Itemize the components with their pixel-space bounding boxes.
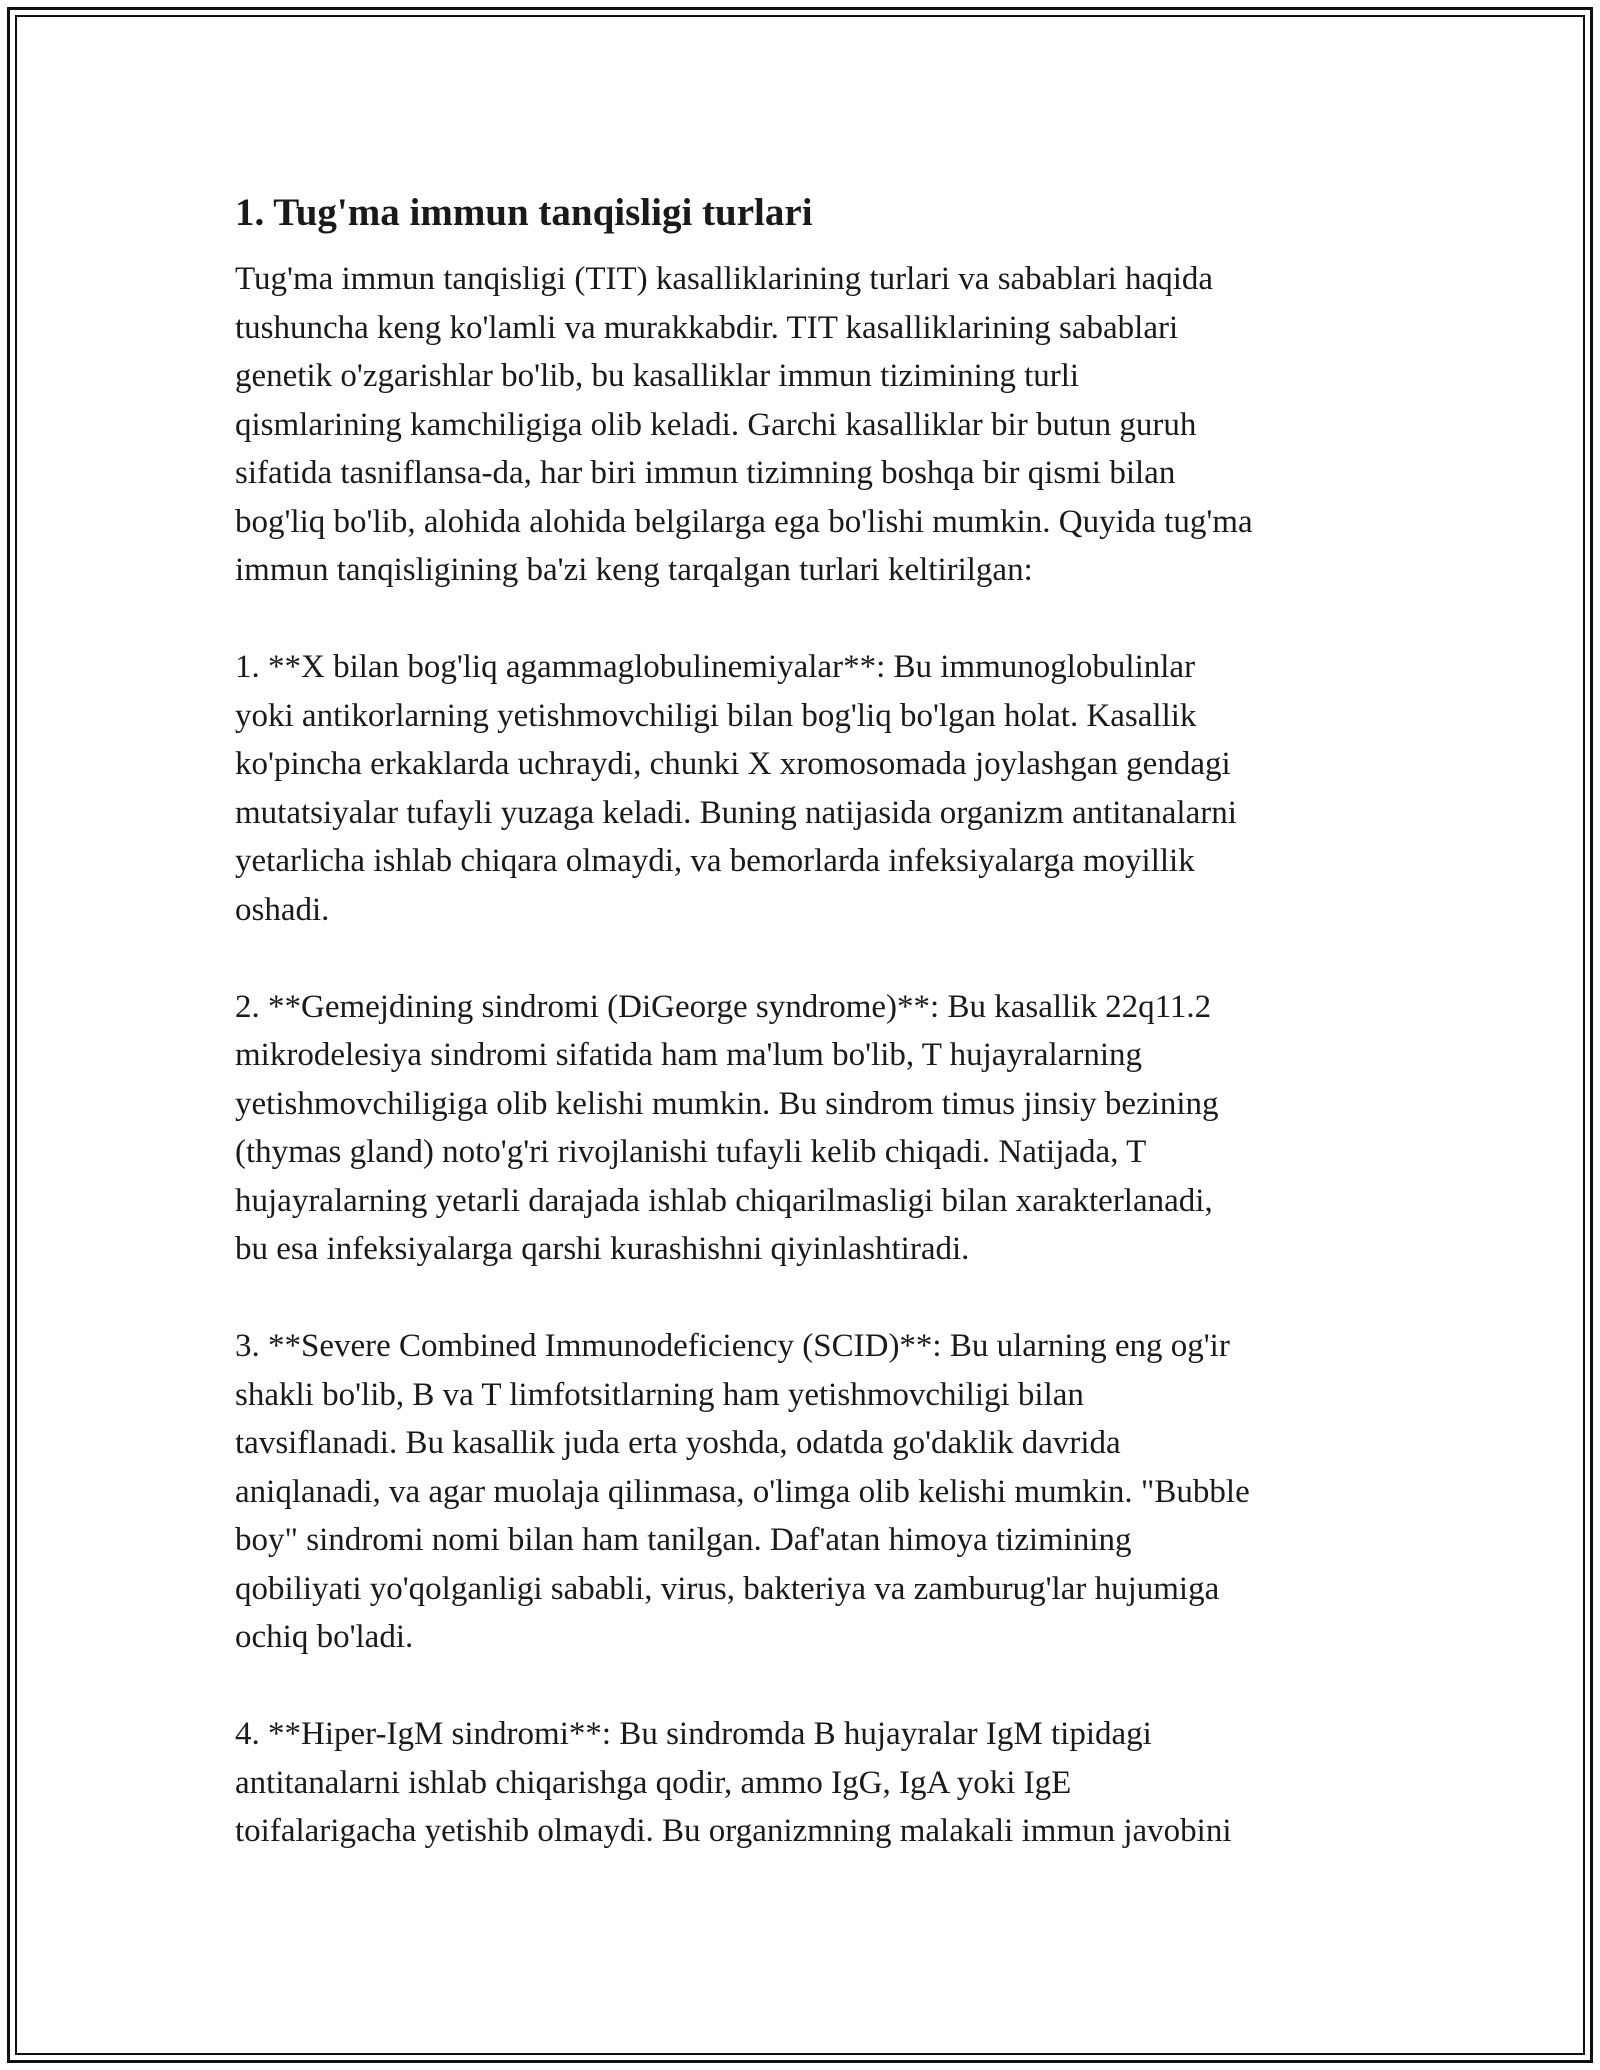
section-heading: 1. Tug'ma immun tanqisligi turlari bbox=[235, 191, 813, 234]
body-text: Tug'ma immun tanqisligi (TIT) kasalliklarining turlari va sabablari haqida tushuncha keng ko'lamli va murakkabdir. TIT kasalliklarining sabablari genetik o'zgarishlar bo'lib, bu kasalliklar immun tizimining turli qismlarining kamchiligiga olib keladi. Garchi kasalliklar bir butun guruh sifatida tasniflansa-da, har biri immun tizimning boshqa bir qismi bilan bog'liq bo'lib, alohida alohida belgilarga ega bo'lishi mumkin. Quyida tug'ma immun tanqisligining ba'zi keng tarqalgan turlari keltirilgan: 1. **X bilan bog'liq agammaglobulinemiyalar**: Bu immunoglobulinlar yoki antikorlarning yetishmovchiligi bilan bog'liq bo'lgan holat. Kasallik ko'pincha erkaklarda uchraydi, chunki X xromosomada joylashgan gendagi mutatsiyalar tufayli yuzaga keladi. Buning natijasida organizm antitanalarni yetarlicha ishlab chiqara olmaydi, va bemorlarda infeksiyalarga moyillik oshadi. 2. **Gemejdining sindromi (DiGeorge syndrome)**: Bu kasallik 22q11.2 mikrodelesiya sindromi sifatida ham ma'lum bo'lib, T hujayralarning yetishmovchiligiga olib kelishi mumkin. Bu sindrom timus jinsiy bezining (thymas gland) noto'g'ri rivojlanishi tufayli kelib chiqadi. Natijada, T hujayralarning yetarli darajada ishlab chiqarilmasligi bilan xarakterlanadi, bu esa infeksiyalarga qarshi kurashishni qiyinlashtiradi. 3. **Severe Combined Immunodeficiency (SCID)**: Bu ularning eng og'ir shakli bo'lib, B va T limfotsitlarning ham yetishmovchiligi bilan tavsiflanadi. Bu kasallik juda erta yoshda, odatda go'daklik davrida aniqlanadi, va agar muolaja qilinmasa, o'limga olib kelishi mumkin. "Bubble boy" sindromi nomi bilan ham tanilgan. Daf'atan himoya tizimining qobiliyati yo'qolganligi sababli, virus, bakteriya va zamburug'lar hujumiga ochiq bo'ladi. 4. **Hiper-IgM sindromi**: Bu sindromda B hujayralar IgM tipidagi antitanalarni ishlab chiqarishga qodir, ammo IgG, IgA yoki IgE toifalarigacha yetishib olmaydi. Bu organizmning malakali immun javobini bbox=[235, 261, 1253, 1849]
document-content bbox=[235, 187, 1375, 1856]
